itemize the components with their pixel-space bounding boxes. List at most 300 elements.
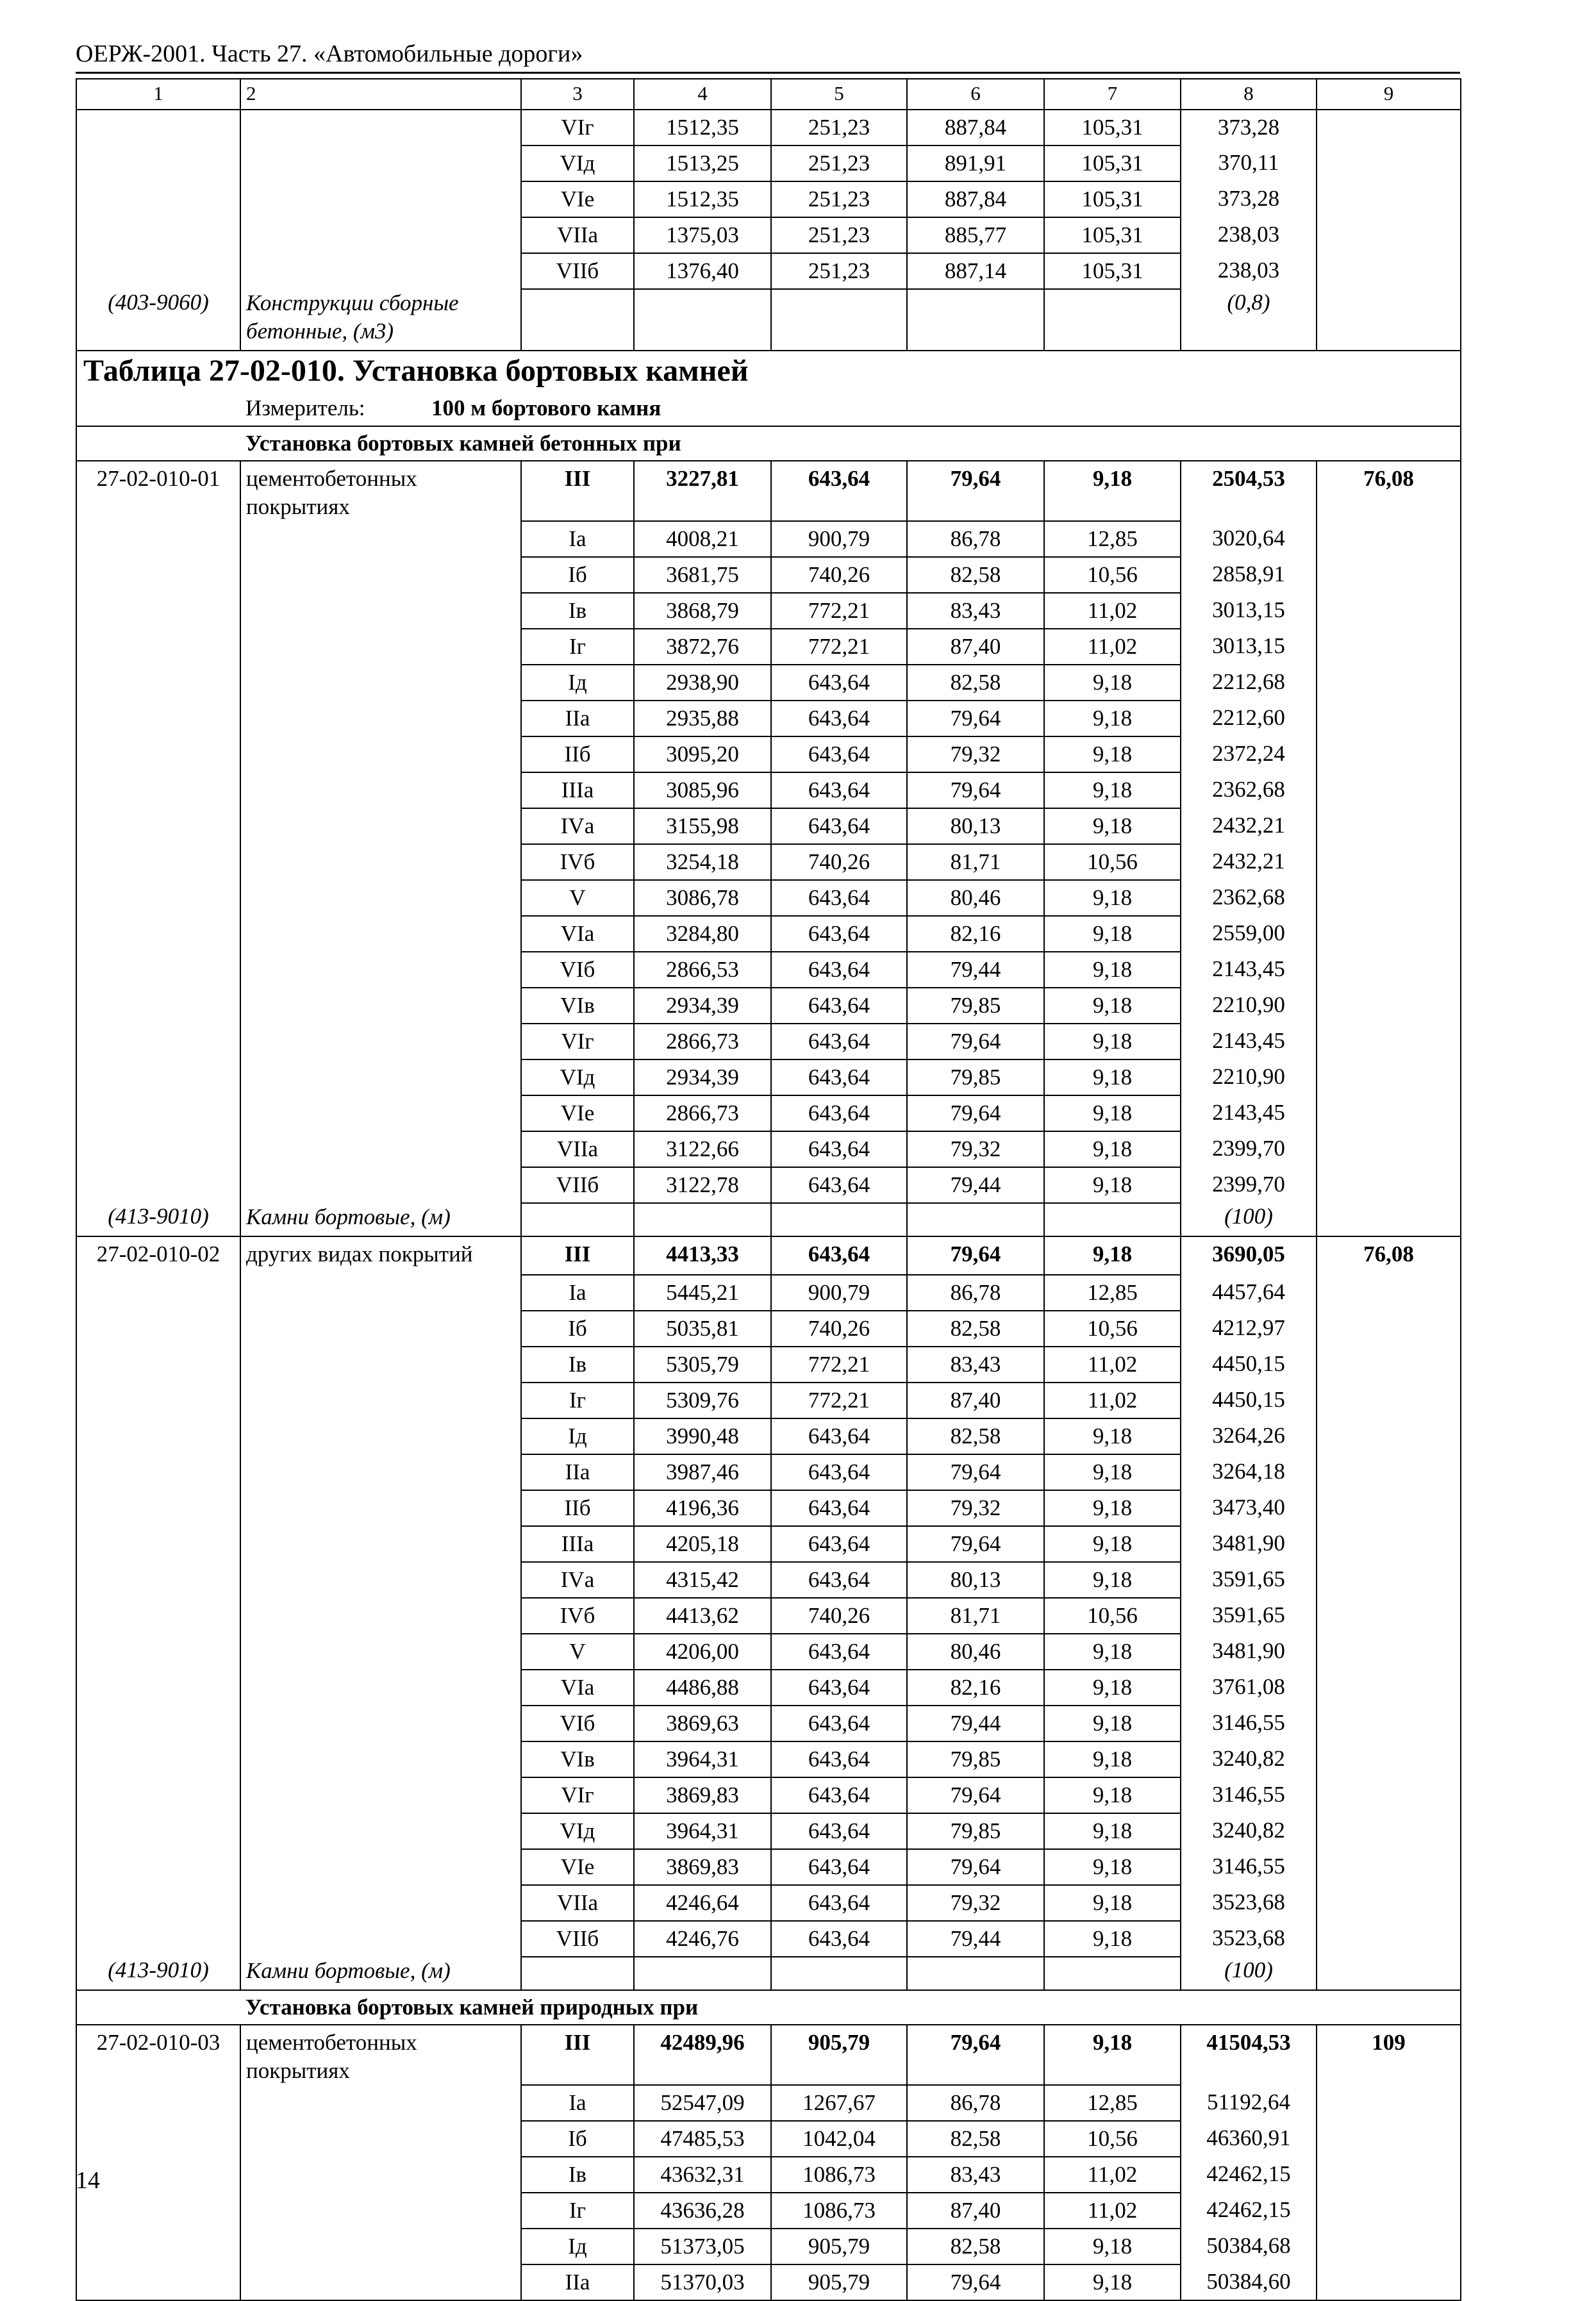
empty-cell [1317, 2121, 1461, 2157]
value-cell-c7: 9,18 [1044, 665, 1181, 701]
value-cell-c7: 11,02 [1044, 629, 1181, 665]
empty-cell [76, 629, 240, 665]
value-cell-c8: 3473,40 [1181, 1490, 1317, 1526]
empty-cell [240, 1526, 521, 1562]
empty-cell [1317, 1418, 1461, 1454]
value-cell-c6: 79,32 [907, 1490, 1044, 1526]
empty-cell [76, 916, 240, 952]
value-cell-c7: 105,31 [1044, 217, 1181, 253]
empty-cell [771, 1957, 907, 1990]
empty-cell [1317, 1634, 1461, 1670]
table-row [76, 1634, 1461, 1670]
value-cell-c5: 740,26 [771, 557, 907, 593]
value-cell-c7: 10,56 [1044, 557, 1181, 593]
value-cell-c5: 643,64 [771, 1562, 907, 1598]
value-cell-c4: 42489,96 [634, 2025, 771, 2085]
table-row [76, 2025, 1461, 2085]
empty-cell [1317, 844, 1461, 880]
table-row [76, 1921, 1461, 1957]
empty-cell [76, 2264, 240, 2300]
zone-cell: Iб [521, 557, 634, 593]
value-cell-c4: 1513,25 [634, 145, 771, 181]
empty-cell [1317, 2085, 1461, 2121]
zone-cell: IVб [521, 1598, 634, 1634]
empty-cell [1317, 1347, 1461, 1383]
value-cell-c4: 5309,76 [634, 1383, 771, 1418]
value-cell-c6: 79,44 [907, 1921, 1044, 1957]
value-cell-c8: 46360,91 [1181, 2121, 1317, 2157]
zone-cell: IVб [521, 844, 634, 880]
zone-cell: Iв [521, 593, 634, 629]
value-cell-c6: 80,13 [907, 808, 1044, 844]
column-number-cell: 5 [771, 79, 907, 110]
value-cell-c5: 740,26 [771, 1598, 907, 1634]
empty-cell [240, 1562, 521, 1598]
value-cell-c7: 9,18 [1044, 808, 1181, 844]
value-cell-c5: 772,21 [771, 593, 907, 629]
value-cell-c4: 3122,78 [634, 1167, 771, 1203]
value-cell-c7: 9,18 [1044, 1059, 1181, 1095]
table-row [76, 2193, 1461, 2229]
table-row [76, 1454, 1461, 1490]
zone-cell: VIIа [521, 1885, 634, 1921]
value-cell-c8: 2143,45 [1181, 1024, 1317, 1059]
empty-cell [76, 1885, 240, 1921]
zone-cell: Iг [521, 2193, 634, 2229]
value-cell-c4: 2934,39 [634, 988, 771, 1024]
empty-cell [1317, 217, 1461, 253]
value-cell-c5: 740,26 [771, 844, 907, 880]
value-cell-c7: 9,18 [1044, 1236, 1181, 1275]
empty-cell [521, 1957, 634, 1990]
empty-cell [1317, 145, 1461, 181]
empty-cell [1317, 1095, 1461, 1131]
empty-cell [76, 701, 240, 736]
resource-row [76, 289, 1461, 351]
table-row [76, 916, 1461, 952]
value-cell-c8: 3690,05 [1181, 1236, 1317, 1275]
value-cell-c4: 1512,35 [634, 181, 771, 217]
zone-cell: IIIа [521, 1526, 634, 1562]
value-cell-c8: 3240,82 [1181, 1813, 1317, 1849]
section-heading-row [76, 426, 1461, 461]
empty-cell [240, 1418, 521, 1454]
value-cell-c6: 82,16 [907, 1670, 1044, 1706]
value-cell-c5: 251,23 [771, 253, 907, 289]
empty-cell [76, 593, 240, 629]
value-cell-c7: 9,18 [1044, 1490, 1181, 1526]
value-cell-c8: 2212,60 [1181, 701, 1317, 736]
value-cell-c5: 643,64 [771, 1526, 907, 1562]
empty-cell [76, 217, 240, 253]
empty-cell [240, 1167, 521, 1203]
table-row [76, 461, 1461, 521]
zone-cell: V [521, 880, 634, 916]
value-cell-c5: 643,64 [771, 1131, 907, 1167]
zone-cell: VIд [521, 1813, 634, 1849]
table-row [76, 988, 1461, 1024]
value-cell-c8: 2362,68 [1181, 772, 1317, 808]
empty-cell [240, 1706, 521, 1741]
empty-cell [1317, 181, 1461, 217]
empty-cell [76, 1921, 240, 1957]
empty-cell [240, 808, 521, 844]
value-cell-c8: 3523,68 [1181, 1885, 1317, 1921]
empty-cell [240, 1813, 521, 1849]
value-cell-c7: 9,18 [1044, 772, 1181, 808]
value-cell-c8: 3020,64 [1181, 521, 1317, 557]
value-cell-c4: 2866,53 [634, 952, 771, 988]
value-cell-c7: 10,56 [1044, 2121, 1181, 2157]
value-cell-c7: 9,18 [1044, 1813, 1181, 1849]
value-cell-c8: 4450,15 [1181, 1347, 1317, 1383]
value-cell-c4: 5445,21 [634, 1275, 771, 1311]
value-cell-c5: 643,64 [771, 1670, 907, 1706]
value-cell-c5: 900,79 [771, 521, 907, 557]
value-cell-c5: 905,79 [771, 2264, 907, 2300]
value-cell-c4: 3872,76 [634, 629, 771, 665]
value-cell-c5: 643,64 [771, 1418, 907, 1454]
value-cell-c5: 643,64 [771, 1813, 907, 1849]
empty-cell [76, 1670, 240, 1706]
value-cell-c6: 79,32 [907, 736, 1044, 772]
empty-cell [1317, 952, 1461, 988]
empty-cell [76, 1059, 240, 1095]
empty-cell [1317, 1741, 1461, 1777]
value-cell-c4: 5035,81 [634, 1311, 771, 1347]
resource-row [76, 1957, 1461, 1990]
zone-cell: IIб [521, 1490, 634, 1526]
value-cell-c8: 41504,53 [1181, 2025, 1317, 2085]
value-cell-c4: 3964,31 [634, 1813, 771, 1849]
empty-cell [1317, 521, 1461, 557]
value-cell-c4: 51373,05 [634, 2229, 771, 2264]
empty-cell [1317, 1777, 1461, 1813]
empty-cell [76, 1777, 240, 1813]
value-cell-c4: 2866,73 [634, 1095, 771, 1131]
value-cell-c8: 3240,82 [1181, 1741, 1317, 1777]
zone-cell: VIг [521, 1777, 634, 1813]
empty-cell [1317, 1885, 1461, 1921]
empty-cell [240, 110, 521, 145]
value-cell-c6: 82,58 [907, 2229, 1044, 2264]
value-cell-c5: 1086,73 [771, 2157, 907, 2193]
empty-cell [76, 988, 240, 1024]
value-cell-c8: 3146,55 [1181, 1706, 1317, 1741]
empty-cell [240, 1024, 521, 1059]
empty-cell [240, 988, 521, 1024]
value-cell-c6: 79,64 [907, 2025, 1044, 2085]
table-row [76, 1236, 1461, 1275]
value-cell-c7: 9,18 [1044, 1885, 1181, 1921]
table-row [76, 808, 1461, 844]
value-cell-c6: 86,78 [907, 2085, 1044, 2121]
empty-cell [1317, 1562, 1461, 1598]
empty-cell [240, 665, 521, 701]
value-cell-c8: 3481,90 [1181, 1526, 1317, 1562]
value-cell-c4: 4246,64 [634, 1885, 771, 1921]
value-cell-c7: 10,56 [1044, 844, 1181, 880]
value-cell-c5: 1267,67 [771, 2085, 907, 2121]
empty-cell [240, 629, 521, 665]
empty-cell [240, 844, 521, 880]
zone-cell: VIIа [521, 1131, 634, 1167]
empty-cell [1317, 1024, 1461, 1059]
value-cell-c6: 79,32 [907, 1131, 1044, 1167]
table-row [76, 2085, 1461, 2121]
value-cell-c6: 79,44 [907, 1706, 1044, 1741]
table-row [76, 217, 1461, 253]
zone-cell: VIа [521, 1670, 634, 1706]
value-cell-c8: 2210,90 [1181, 988, 1317, 1024]
zone-cell: VIг [521, 110, 634, 145]
column-9-value: 109 [1317, 2025, 1461, 2085]
table-row [76, 1777, 1461, 1813]
zone-cell: VIIб [521, 253, 634, 289]
empty-cell [76, 521, 240, 557]
table-row [76, 952, 1461, 988]
value-cell-c5: 643,64 [771, 1236, 907, 1275]
table-row [76, 736, 1461, 772]
empty-cell [1317, 1167, 1461, 1203]
value-cell-c8: 50384,60 [1181, 2264, 1317, 2300]
value-cell-c4: 1375,03 [634, 217, 771, 253]
value-cell-c6: 79,32 [907, 1885, 1044, 1921]
value-cell-c4: 3155,98 [634, 808, 771, 844]
value-cell-c6: 79,85 [907, 1059, 1044, 1095]
value-cell-c4: 2938,90 [634, 665, 771, 701]
value-cell-c5: 643,64 [771, 1706, 907, 1741]
empty-cell [76, 110, 240, 145]
value-cell-c6: 83,43 [907, 593, 1044, 629]
rate-code: 27-02-010-01 [76, 461, 240, 521]
value-cell-c5: 1042,04 [771, 2121, 907, 2157]
value-cell-c7: 9,18 [1044, 1670, 1181, 1706]
empty-cell [76, 736, 240, 772]
resource-code: (413-9010) [76, 1957, 240, 1990]
table-title-row [76, 351, 1461, 391]
empty-cell [1317, 1059, 1461, 1095]
empty-cell [240, 145, 521, 181]
value-cell-c7: 105,31 [1044, 145, 1181, 181]
empty-cell [240, 2193, 521, 2229]
empty-cell [1317, 593, 1461, 629]
value-cell-c5: 643,64 [771, 916, 907, 952]
value-cell-c4: 4315,42 [634, 1562, 771, 1598]
measure-row [76, 391, 1461, 426]
value-cell-c8: 2362,68 [1181, 880, 1317, 916]
empty-cell [240, 1454, 521, 1490]
zone-cell: Iд [521, 2229, 634, 2264]
empty-cell [76, 1167, 240, 1203]
table-row [76, 181, 1461, 217]
table-row [76, 1741, 1461, 1777]
value-cell-c4: 43632,31 [634, 2157, 771, 2193]
value-cell-c5: 905,79 [771, 2229, 907, 2264]
zone-cell: VIд [521, 145, 634, 181]
empty-cell [1317, 1203, 1461, 1236]
value-cell-c5: 643,64 [771, 1741, 907, 1777]
empty-cell [240, 1885, 521, 1921]
value-cell-c6: 79,44 [907, 1167, 1044, 1203]
value-cell-c6: 80,46 [907, 880, 1044, 916]
value-cell-c8: 2372,24 [1181, 736, 1317, 772]
table-row [76, 772, 1461, 808]
value-cell-c8: 42462,15 [1181, 2157, 1317, 2193]
value-cell-c4: 4008,21 [634, 521, 771, 557]
empty-cell [76, 844, 240, 880]
column-9-value: 76,08 [1317, 461, 1461, 521]
zone-cell: Iг [521, 1383, 634, 1418]
empty-cell [76, 1849, 240, 1885]
value-cell-c5: 772,21 [771, 629, 907, 665]
value-cell-c5: 772,21 [771, 1347, 907, 1383]
value-cell-c7: 9,18 [1044, 1921, 1181, 1957]
value-cell-c6: 82,58 [907, 557, 1044, 593]
value-cell-c4: 3869,63 [634, 1706, 771, 1741]
zone-cell: III [521, 461, 634, 521]
value-cell-c7: 9,18 [1044, 1095, 1181, 1131]
table-row [76, 1095, 1461, 1131]
table-row [76, 880, 1461, 916]
value-cell-c8: 3013,15 [1181, 593, 1317, 629]
zone-cell: VIе [521, 1849, 634, 1885]
value-cell-c7: 9,18 [1044, 1634, 1181, 1670]
empty-cell [1317, 1526, 1461, 1562]
zone-cell: Iа [521, 2085, 634, 2121]
zone-cell: Iа [521, 1275, 634, 1311]
value-cell-c8: 2210,90 [1181, 1059, 1317, 1095]
section-heading-row [76, 1990, 1461, 2025]
table-row [76, 1849, 1461, 1885]
value-cell-c7: 9,18 [1044, 2229, 1181, 2264]
table-title: Таблица 27-02-010. Установка бортовых камней [76, 351, 1461, 391]
value-cell-c5: 643,64 [771, 1095, 907, 1131]
value-cell-c8: 2143,45 [1181, 952, 1317, 988]
empty-cell [76, 1418, 240, 1454]
table-row [76, 253, 1461, 289]
value-cell-c6: 82,58 [907, 665, 1044, 701]
table-row [76, 1562, 1461, 1598]
table-row [76, 2157, 1461, 2193]
value-cell-c4: 3095,20 [634, 736, 771, 772]
value-cell-c4: 3869,83 [634, 1849, 771, 1885]
value-cell-c6: 79,64 [907, 461, 1044, 521]
value-cell-c5: 643,64 [771, 1885, 907, 1921]
value-cell-c4: 4206,00 [634, 1634, 771, 1670]
empty-cell [76, 2157, 240, 2193]
empty-cell [240, 772, 521, 808]
empty-cell [1317, 2229, 1461, 2264]
empty-cell [76, 1598, 240, 1634]
value-cell-c6: 891,91 [907, 145, 1044, 181]
empty-cell [76, 880, 240, 916]
empty-cell [76, 1490, 240, 1526]
zone-cell: VIв [521, 1741, 634, 1777]
measure-label: Измеритель: [245, 395, 365, 420]
empty-cell [240, 2121, 521, 2157]
value-cell-c5: 643,64 [771, 1921, 907, 1957]
empty-cell [76, 2193, 240, 2229]
value-cell-c8: 370,11 [1181, 145, 1317, 181]
value-cell-c6: 87,40 [907, 1383, 1044, 1418]
value-cell-c7: 11,02 [1044, 593, 1181, 629]
value-cell-c6: 79,64 [907, 1095, 1044, 1131]
empty-cell [1317, 2157, 1461, 2193]
column-number-cell: 6 [907, 79, 1044, 110]
value-cell-c4: 3990,48 [634, 1418, 771, 1454]
empty-cell [76, 1813, 240, 1849]
value-cell-c5: 643,64 [771, 1634, 907, 1670]
zone-cell: IIа [521, 1454, 634, 1490]
empty-cell [907, 289, 1044, 351]
table-row [76, 701, 1461, 736]
value-cell-c8: 2399,70 [1181, 1167, 1317, 1203]
empty-cell [240, 736, 521, 772]
value-cell-c6: 80,13 [907, 1562, 1044, 1598]
resource-name: Камни бортовые, (м) [240, 1203, 521, 1236]
table-row [76, 2264, 1461, 2300]
value-cell-c7: 9,18 [1044, 1849, 1181, 1885]
zone-cell: VIб [521, 952, 634, 988]
empty-cell [634, 1203, 771, 1236]
value-cell-c4: 3122,66 [634, 1131, 771, 1167]
value-cell-c8: 3591,65 [1181, 1598, 1317, 1634]
value-cell-c6: 81,71 [907, 1598, 1044, 1634]
empty-cell [76, 1634, 240, 1670]
empty-cell [907, 1957, 1044, 1990]
empty-cell [1317, 665, 1461, 701]
empty-cell [240, 2264, 521, 2300]
value-cell-c8: 3481,90 [1181, 1634, 1317, 1670]
rate-code: 27-02-010-02 [76, 1236, 240, 1275]
zone-cell: Iб [521, 1311, 634, 1347]
value-cell-c7: 11,02 [1044, 1347, 1181, 1383]
table-row [76, 1526, 1461, 1562]
empty-cell [1317, 1490, 1461, 1526]
empty-cell [1317, 916, 1461, 952]
empty-cell [240, 1634, 521, 1670]
empty-cell [771, 289, 907, 351]
empty-cell [1317, 1813, 1461, 1849]
value-cell-c4: 4205,18 [634, 1526, 771, 1562]
empty-cell [76, 1990, 240, 2025]
empty-cell [1317, 1311, 1461, 1347]
empty-cell [1044, 1957, 1181, 1990]
value-cell-c6: 79,64 [907, 1526, 1044, 1562]
value-cell-c7: 12,85 [1044, 2085, 1181, 2121]
value-cell-c5: 251,23 [771, 181, 907, 217]
empty-cell [76, 1706, 240, 1741]
empty-cell [1317, 1454, 1461, 1490]
empty-cell [76, 1131, 240, 1167]
resource-quantity: (0,8) [1181, 289, 1317, 351]
empty-cell [240, 1383, 521, 1418]
table-row [76, 1598, 1461, 1634]
empty-cell [240, 1490, 521, 1526]
value-cell-c7: 10,56 [1044, 1311, 1181, 1347]
section-heading: Установка бортовых камней бетонных при [240, 426, 1461, 461]
value-cell-c7: 9,18 [1044, 1454, 1181, 1490]
empty-cell [1317, 880, 1461, 916]
value-cell-c5: 772,21 [771, 1383, 907, 1418]
value-cell-c8: 3523,68 [1181, 1921, 1317, 1957]
value-cell-c8: 3264,26 [1181, 1418, 1317, 1454]
zone-cell: IVа [521, 1562, 634, 1598]
value-cell-c4: 4246,76 [634, 1921, 771, 1957]
value-cell-c7: 10,56 [1044, 1598, 1181, 1634]
empty-cell [76, 1095, 240, 1131]
